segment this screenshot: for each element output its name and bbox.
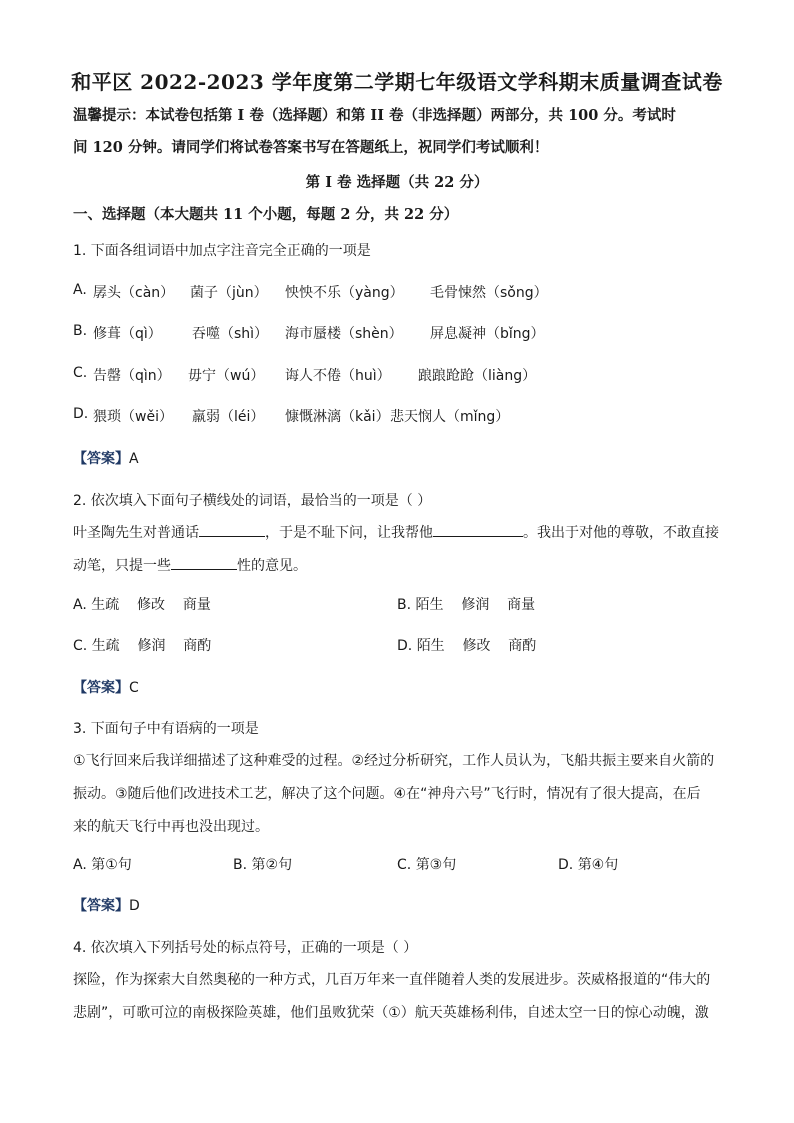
q2-text-b: ，于是不耻下问，让我帮他 bbox=[265, 525, 433, 541]
q2-option-b bbox=[397, 594, 535, 614]
q2-option-c bbox=[73, 635, 211, 655]
q2-blank-2 bbox=[433, 522, 523, 537]
q2-blank-1 bbox=[199, 522, 265, 537]
option-text: 陌生 修润 商量 bbox=[415, 597, 536, 613]
q3-passage-line: 来的航天飞行中再也没出现过。 bbox=[73, 819, 269, 835]
q1-option-c-item: 诲人不倦（huì） bbox=[285, 368, 391, 384]
option-text: 第④句 bbox=[577, 857, 619, 873]
q3-option-a bbox=[73, 854, 132, 874]
q1-option-b-item: 修葺（qì） bbox=[93, 326, 162, 342]
q3-option-b bbox=[233, 854, 292, 874]
q2-option-d bbox=[397, 635, 536, 655]
option-letter: D. bbox=[397, 638, 413, 654]
section1-title: 一、选择题（本大题共 11 个小题，每题 2 分，共 22 分） bbox=[73, 206, 459, 223]
q4-passage-line: 探险，作为探索大自然奥秘的一种方式，几百万年来一直伴随着人类的发展进步。茨威格报道的“伟大的 bbox=[73, 972, 711, 988]
q1-option-d-item: 猥琐（wěi） bbox=[93, 409, 173, 425]
option-letter: D. bbox=[558, 857, 574, 873]
option-text: 第③句 bbox=[415, 857, 457, 873]
answer-value: A bbox=[129, 451, 139, 467]
q1-option-c-item: 毋宁（wú） bbox=[188, 368, 265, 384]
option-text: 生疏 修润 商酌 bbox=[91, 638, 212, 654]
option-text: 第①句 bbox=[91, 857, 132, 873]
option-letter: B. bbox=[233, 857, 248, 873]
q1-option-b-item: 海市蜃楼（shèn） bbox=[285, 326, 403, 342]
q1-option-a-item: 毛骨悚然（sǒng） bbox=[430, 285, 548, 301]
q1-option-d-item: 羸弱（léi） bbox=[192, 409, 265, 425]
q2-passage bbox=[73, 517, 723, 583]
part1-title: 第 I 卷 选择题（共 22 分） bbox=[305, 174, 489, 191]
option-letter: A. bbox=[73, 597, 87, 613]
q1-option-a-letter: A. bbox=[73, 282, 87, 298]
q1-option-c-item: 踉踉跄跄（liàng） bbox=[418, 368, 537, 384]
option-text: 生疏 修改 商量 bbox=[91, 597, 211, 613]
q3-answer bbox=[73, 895, 140, 915]
q4-passage-line: 悲剧”，可歌可泣的南极探险英雄，他们虽败犹荣（①）航天英雄杨利伟，自述太空一日的惊心动魄，激 bbox=[73, 1005, 709, 1021]
q1-option-a-item: 怏怏不乐（yàng） bbox=[285, 285, 404, 301]
q3-passage-line: 振动。③随后他们改进技术工艺，解决了这个问题。④在“神舟六号”飞行时，情况有了很大提高，在后 bbox=[73, 786, 701, 802]
tip-line-1: 温馨提示：本试卷包括第 I 卷（选择题）和第 II 卷（非选择题）两部分，共 100 分。考试时 bbox=[73, 107, 676, 124]
q4-stem: 4. 依次填入下列括号处的标点符号，正确的一项是（ ） bbox=[73, 940, 418, 956]
q2-passage-line bbox=[73, 550, 723, 583]
q1-option-c-item: 告罄（qìn） bbox=[93, 368, 171, 384]
answer-tag: 【答案】 bbox=[73, 898, 129, 914]
option-text: 第②句 bbox=[251, 857, 293, 873]
option-letter: A. bbox=[73, 857, 87, 873]
q1-option-c-letter: C. bbox=[73, 365, 88, 381]
q2-text-a: 叶圣陶先生对普通话 bbox=[73, 525, 199, 541]
exam-title: 和平区 2022-2023 学年度第二学期七年级语文学科期末质量调查试卷 bbox=[71, 70, 723, 94]
q1-answer bbox=[73, 448, 139, 468]
q2-answer bbox=[73, 677, 139, 697]
q1-option-d-item: 慷慨淋漓（kǎi） bbox=[285, 409, 390, 425]
q1-option-d-item: 悲天悯人（mǐng） bbox=[390, 409, 510, 425]
q1-option-d-letter: D. bbox=[73, 406, 89, 422]
q3-option-d bbox=[558, 854, 618, 874]
answer-tag: 【答案】 bbox=[73, 451, 129, 467]
option-text: 陌生 修改 商酌 bbox=[416, 638, 537, 654]
q1-option-a-item: 孱头（càn） bbox=[93, 285, 175, 301]
q4-passage bbox=[73, 964, 723, 1030]
tip-line-2: 间 120 分钟。请同学们将试卷答案书写在答题纸上，祝同学们考试顺利！ bbox=[73, 139, 549, 156]
q2-text-e: 性的意见。 bbox=[237, 558, 307, 574]
answer-tag: 【答案】 bbox=[73, 680, 129, 696]
q1-option-b-letter: B. bbox=[73, 323, 88, 339]
q2-text-d: 动笔，只提一些 bbox=[73, 558, 171, 574]
q3-passage-line: ①飞行回来后我详细描述了这种难受的过程。②经过分析研究，工作人员认为，飞船共振主要来自火箭的 bbox=[73, 753, 715, 769]
q2-blank-3 bbox=[171, 555, 237, 570]
option-letter: C. bbox=[73, 638, 88, 654]
q2-text-c: 。我出于对他的尊敬，不敢直接 bbox=[523, 525, 719, 541]
q1-option-b-item: 吞噬（shì） bbox=[192, 326, 269, 342]
q1-stem: 1. 下面各组词语中加点字注音完全正确的一项是 bbox=[73, 243, 371, 259]
option-letter: B. bbox=[397, 597, 412, 613]
q3-option-c bbox=[397, 854, 456, 874]
q1-option-b-item: 屏息凝神（bǐng） bbox=[430, 326, 545, 342]
q2-stem: 2. 依次填入下面句子横线处的词语，最恰当的一项是（ ） bbox=[73, 493, 432, 509]
option-letter: C. bbox=[397, 857, 412, 873]
q3-stem: 3. 下面句子中有语病的一项是 bbox=[73, 721, 259, 737]
q3-passage bbox=[73, 745, 723, 844]
q1-option-a-item: 菌子（jùn） bbox=[190, 285, 268, 301]
q2-passage-line bbox=[73, 517, 723, 550]
answer-value: D bbox=[129, 898, 140, 914]
answer-value: C bbox=[129, 680, 139, 696]
q2-option-a bbox=[73, 594, 211, 614]
